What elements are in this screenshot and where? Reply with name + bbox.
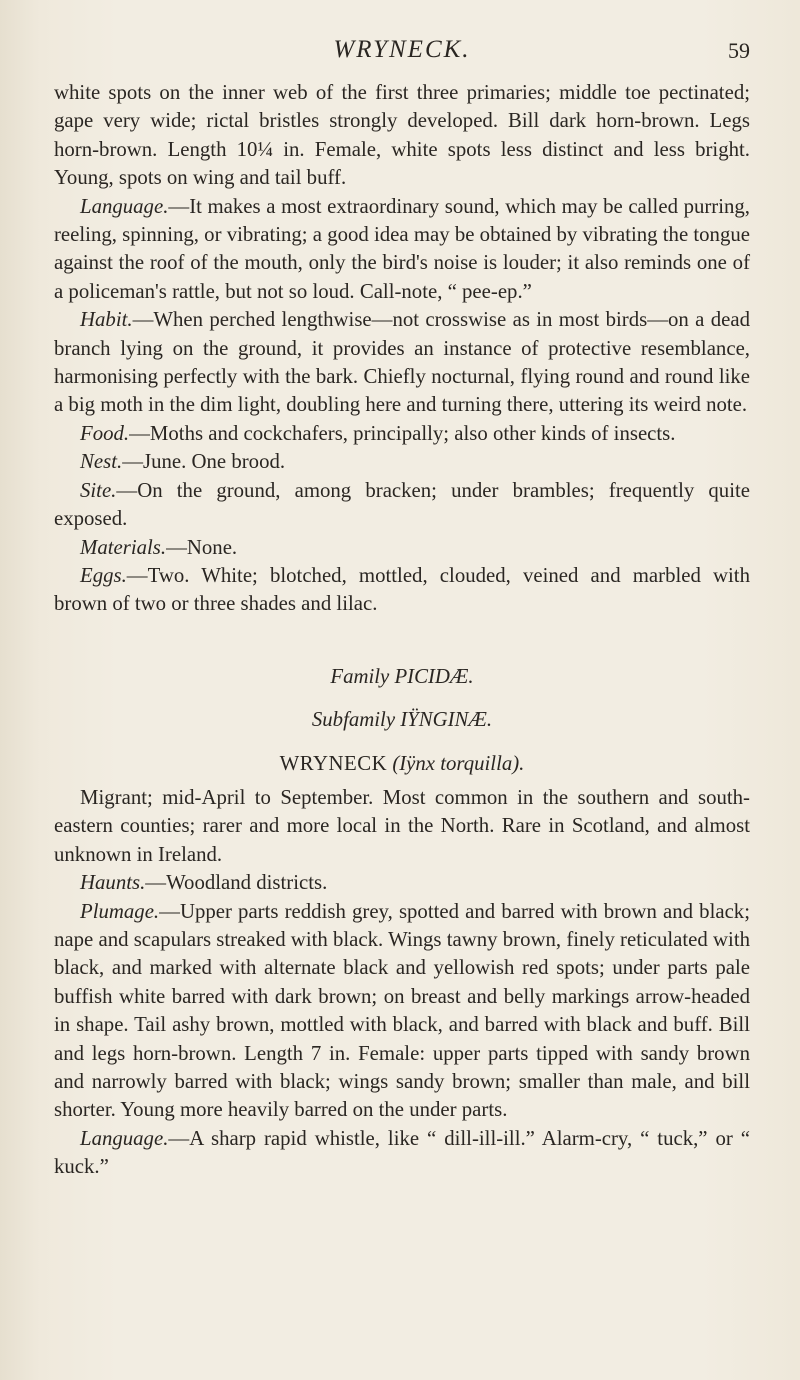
materials-text: —None. (166, 535, 238, 559)
language-paragraph (54, 193, 750, 307)
habit-text: —When perched lengthwise—not crosswise as in most birds—on a dead branch lying on the ground, it provides an instance of protective resemblance, harmonising perfectly with the bark. Chiefly nocturnal, flying round and round like a big moth in the dim light, doubling here and turning there, uttering its weird note. (54, 308, 750, 417)
habit-paragraph (54, 306, 750, 420)
species-latin-name: (Iÿnx torquilla). (392, 751, 525, 775)
language-label: Language. (80, 194, 169, 218)
plumage-text: —Upper parts reddish grey, spotted and barred with brown and black; nape and scapulars streaked with black. Wings tawny brown, finely reticulated with black, and marked with alternate black and yellowish red spots; under parts pale buffish white barred with dark brown; on breast and belly markings arrow-headed in shape. Tail ashy brown, mottled with black, and barred with black and buff. Bill and legs horn-brown. Length 7 in. Female: upper parts tipped with sandy brown and narrowly barred with black; wings sandy brown; smaller than male, and bill shorter. Young more heavily barred on the under parts. (54, 899, 750, 1122)
language-text: —It makes a most extraordinary sound, which may be called purring, reeling, spinning, or vibrating; a good idea may be obtained by vibrating the tongue against the roof of the mouth, only the bird's noise is louder; it also reminds one of a policeman's rattle, but not so loud. Call-note, “ pee-ep.” (54, 194, 750, 303)
eggs-paragraph (54, 562, 750, 619)
nest-label: Nest. (80, 450, 123, 474)
site-paragraph (54, 477, 750, 534)
haunts-text: —Woodland districts. (145, 871, 328, 895)
plumage-paragraph (54, 898, 750, 1125)
page-number: 59 (728, 38, 750, 63)
page-body (54, 79, 750, 1182)
species-heading (54, 750, 750, 778)
family-heading-block (54, 663, 750, 778)
family-heading: Family PICIDÆ. (330, 664, 474, 688)
food-label: Food. (80, 421, 130, 445)
materials-label: Materials. (80, 535, 167, 559)
site-text: —On the ground, among bracken; under brambles; frequently quite exposed. (54, 478, 750, 531)
food-text: —Moths and cockchafers, principally; also other kinds of insects. (129, 421, 676, 445)
food-paragraph (54, 420, 750, 448)
site-label: Site. (80, 478, 117, 502)
habit-label: Habit. (80, 308, 133, 332)
wryneck-language-text: —A sharp rapid whistle, like “ dill-ill-ill.” Alarm-cry, “ tuck,” or “ kuck.” (54, 1126, 750, 1179)
materials-paragraph (54, 534, 750, 562)
haunts-label: Haunts. (80, 871, 146, 895)
species-common-name: WRYNECK (279, 751, 388, 775)
nest-text: —June. One brood. (122, 450, 286, 474)
eggs-label: Eggs. (80, 563, 127, 587)
running-title: WRYNECK. (333, 36, 471, 63)
wryneck-language-paragraph (54, 1125, 750, 1182)
wryneck-language-label: Language. (80, 1126, 169, 1150)
page-header (54, 36, 750, 76)
nest-paragraph (54, 448, 750, 476)
eggs-text: —Two. White; blotched, mottled, clouded, veined and marbled with brown of two or three shades and lilac. (54, 563, 750, 616)
wryneck-intro-paragraph: Migrant; mid-April to September. Most common in the southern and south-eastern counties; rarer and more local in the North. Rare in Scotland, and almost unknown in Ireland. (54, 785, 750, 866)
nightjar-intro-paragraph: white spots on the inner web of the first three primaries; middle toe pectinated; gape very wide; rictal bristles strongly developed. Bill dark horn-brown. Legs horn-brown. Length 10¼ in. Female, white spots less distinct and less bright. Young, spots on wing and tail buff. (54, 81, 750, 190)
haunts-paragraph (54, 869, 750, 897)
subfamily-heading: Subfamily IŸNGINÆ. (311, 708, 493, 732)
plumage-label: Plumage. (80, 899, 160, 923)
